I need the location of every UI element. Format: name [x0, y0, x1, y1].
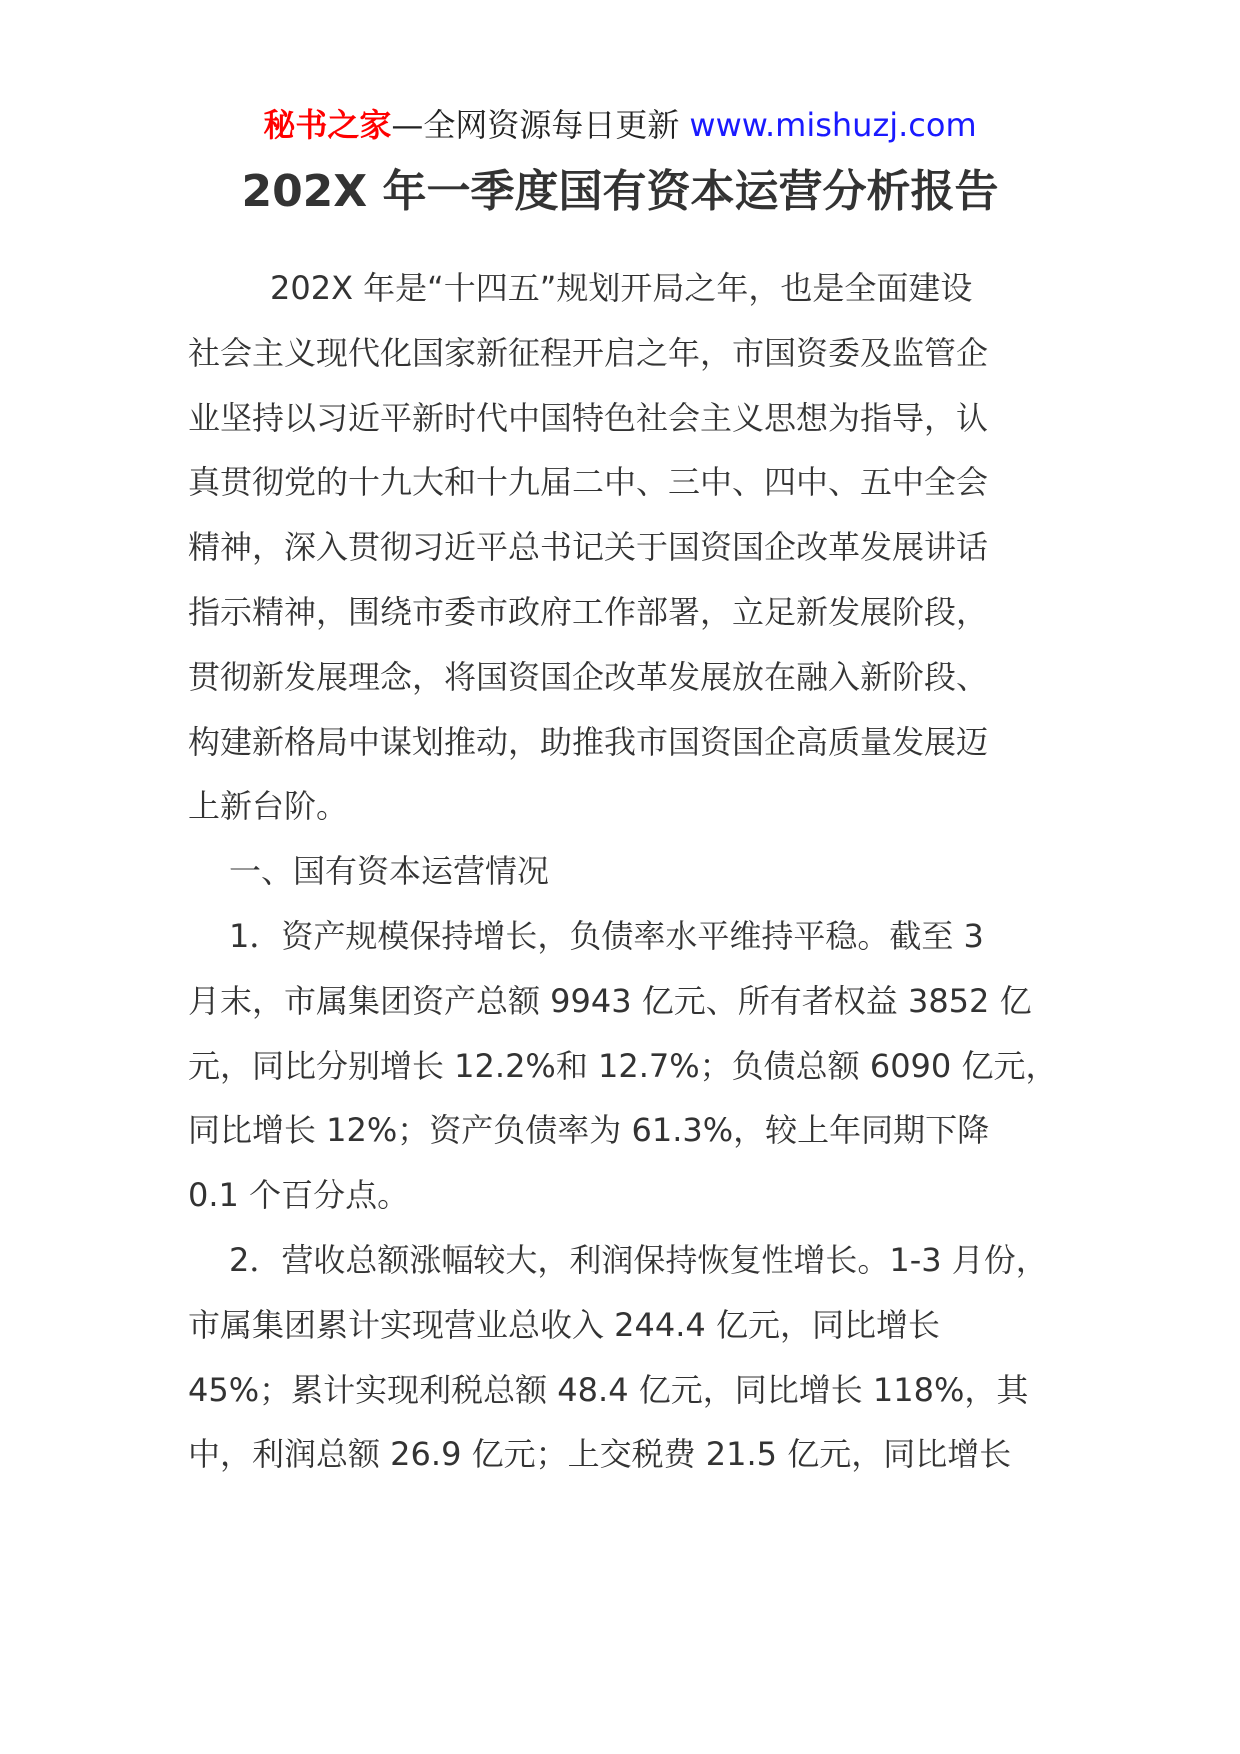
- body-line: 元，同比分别增长 12.2%和 12.7%；负债总额 6090 亿元，: [188, 1046, 1058, 1085]
- body-line: 指示精神，围绕市委市政府工作部署，立足新发展阶段，: [188, 592, 989, 631]
- body-line: 202X 年是“十四五”规划开局之年，也是全面建设: [270, 269, 973, 307]
- body-line: 贯彻新发展理念，将国资国企改革发展放在融入新阶段、: [188, 657, 989, 696]
- body-line: 市属集团累计实现营业总收入 244.4 亿元，同比增长: [188, 1305, 940, 1344]
- site-header: [0, 100, 1240, 150]
- document-title: 202X 年一季度国有资本运营分析报告: [241, 166, 999, 217]
- document-body: [188, 256, 1088, 1487]
- body-line: 构建新格局中谋划推动，助推我市国资国企高质量发展迈: [188, 722, 989, 761]
- section-heading: [188, 839, 1088, 904]
- body-line: 上新台阶。: [188, 787, 349, 826]
- body-line: 业坚持以习近平新时代中国特色社会主义思想为指导，认: [188, 398, 989, 437]
- site-brand: 秘书之家: [263, 106, 392, 144]
- body-line: 精神，深入贯彻习近平总书记关于国资国企改革发展讲话: [188, 528, 989, 567]
- body-line: 0.1 个百分点。: [188, 1176, 410, 1215]
- body-line: 1．资产规模保持增长，负债率水平维持平稳。截至 3: [229, 916, 984, 955]
- body-line: 月末，市属集团资产总额 9943 亿元、所有者权益 3852 亿: [188, 981, 1032, 1020]
- body-line: 同比增长 12%；资产负债率为 61.3%，较上年同期下降: [188, 1111, 990, 1150]
- body-line: 真贯彻党的十九大和十九届二中、三中、四中、五中全会: [188, 463, 989, 502]
- body-line: 中，利润总额 26.9 亿元；上交税费 21.5 亿元，同比增长: [188, 1435, 1012, 1474]
- body-line: 45%；累计实现利税总额 48.4 亿元，同比增长 118%，其: [188, 1370, 1029, 1409]
- body-line: 社会主义现代化国家新征程开启之年，市国资委及监管企: [188, 333, 989, 372]
- paragraph-intro: [188, 256, 1088, 839]
- paragraph-revenue: [188, 1228, 1088, 1487]
- site-tagline: —全网资源每日更新: [391, 106, 680, 144]
- site-url: www.mishuzj.com: [689, 106, 977, 144]
- paragraph-assets: [188, 904, 1088, 1228]
- section-heading-line: 一、国有资本运营情况: [229, 852, 550, 891]
- body-line: 2．营收总额涨幅较大，利润保持恢复性增长。1-3 月份，: [229, 1240, 1048, 1279]
